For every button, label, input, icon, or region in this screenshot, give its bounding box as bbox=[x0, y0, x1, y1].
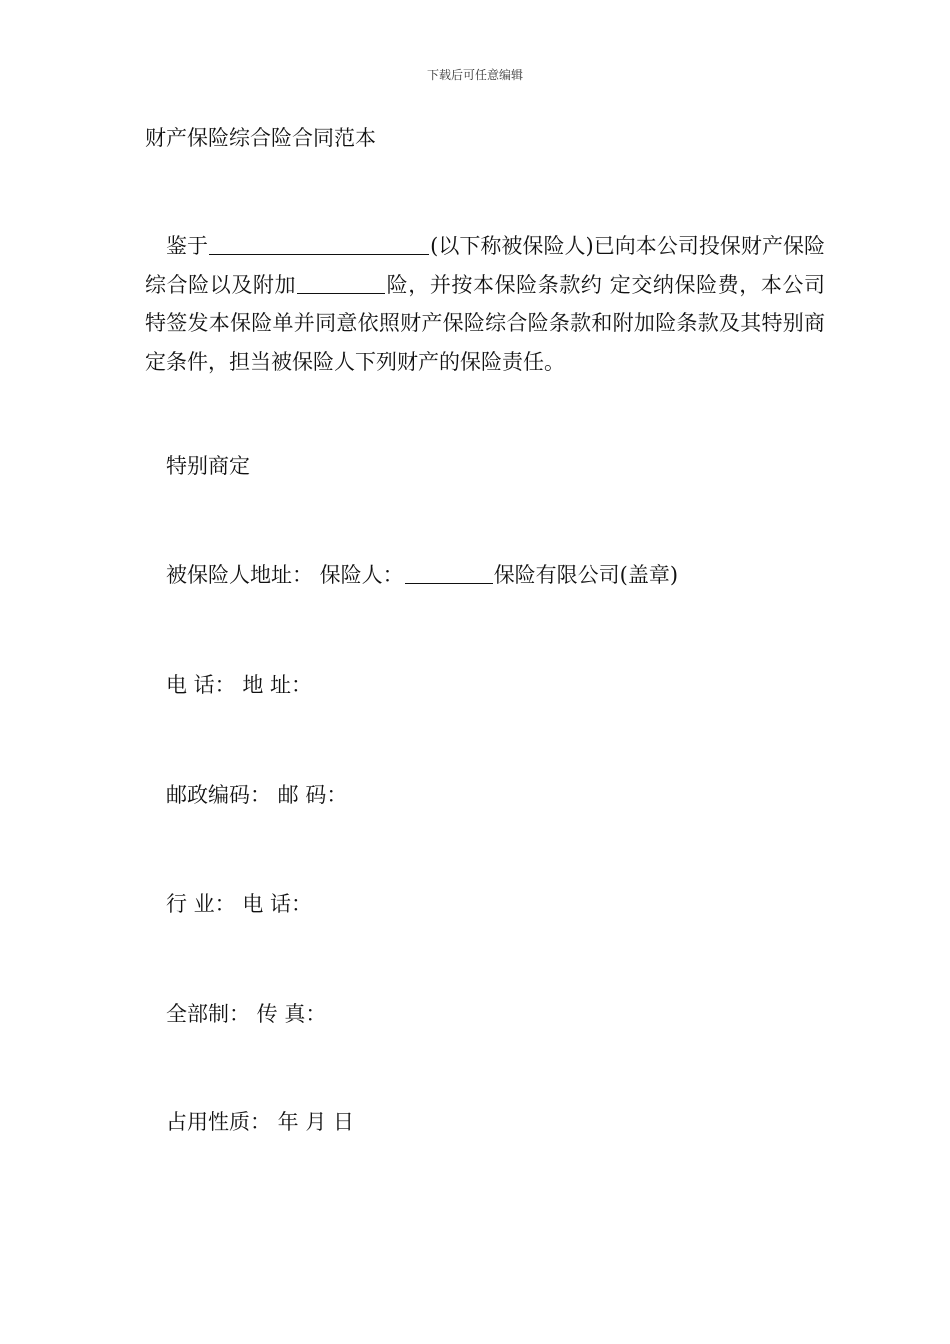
insurer-name-blank bbox=[405, 561, 493, 584]
header-note: 下载后可任意编辑 bbox=[426, 68, 523, 82]
postal-code-line: 邮政编码： 邮 码： bbox=[166, 783, 348, 807]
phone-address-line: 电 话： 地 址： bbox=[166, 673, 313, 697]
document-title: 财产保险综合险合同范本 bbox=[145, 126, 376, 150]
insured-name-blank bbox=[209, 232, 429, 255]
address-insurer-label: 被保险人地址： 保险人： bbox=[166, 563, 404, 587]
insurer-company-label: 保险有限公司(盖章) bbox=[493, 563, 679, 587]
occupancy-date-line: 占用性质： 年 月 日 bbox=[166, 1110, 355, 1134]
paragraph-part-1: 鉴于 bbox=[166, 234, 209, 258]
industry-phone-line: 行 业： 电 话： bbox=[166, 892, 313, 916]
additional-insurance-blank bbox=[297, 271, 385, 294]
ownership-fax-line: 全部制： 传 真： bbox=[166, 1002, 327, 1026]
address-insurer-line bbox=[166, 561, 678, 589]
paragraph-part-2: (以下称被保险人)已向本公司投保财产保险综合险以及附加 bbox=[145, 234, 826, 297]
contract-paragraph bbox=[145, 227, 825, 381]
paragraph-part-3: 险，并按本保险条款约 定交纳保险费，本公司特签发本保险单并同意依照财产保险综合险条款和附加险条款及其特别商定条件，担当被保险人下列财产的保险责任。 bbox=[145, 272, 825, 374]
special-terms-heading: 特别商定 bbox=[166, 454, 250, 478]
